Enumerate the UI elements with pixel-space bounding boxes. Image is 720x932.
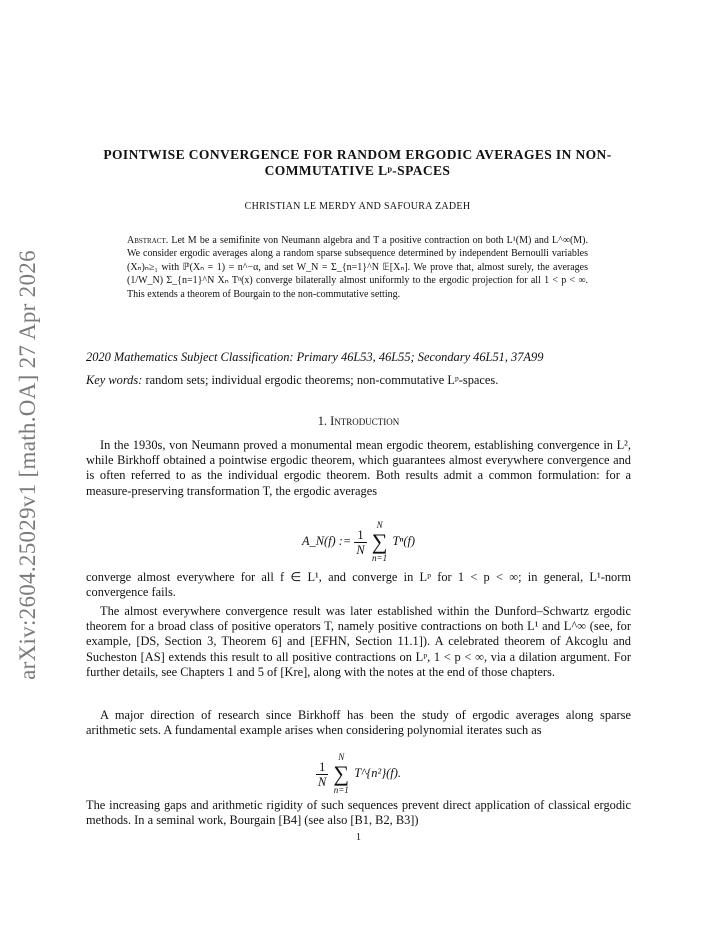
- page-number: 1: [356, 832, 361, 843]
- summation-lower: n=1: [372, 553, 388, 563]
- summation-upper: N: [376, 520, 383, 530]
- paper-authors: CHRISTIAN LE MERDY AND SAFOURA ZADEH: [244, 201, 471, 212]
- abstract-label: Abstract.: [127, 235, 169, 246]
- abstract: [127, 234, 588, 301]
- keywords: [86, 373, 631, 388]
- fraction: [316, 760, 328, 789]
- equation-lhs: A_N(f) :=: [301, 533, 355, 548]
- keywords-label: Key words:: [86, 373, 143, 387]
- equation-ergodic-average: [86, 520, 631, 564]
- keywords-text: random sets; individual ergodic theorems; non-commutative Lᵖ-spaces.: [145, 373, 499, 387]
- paragraph-1: In the 1930s, von Neumann proved a monumental mean ergodic theorem, establishing convergence in L², while Birkhoff obtained a pointwise ergodic theorem, which guarantees almost everywhere convergence and is often referred to as the individual ergodic theorem. Both results admit a common formulation: for a measure-preserving transformation T, the ergodic averages: [86, 438, 631, 498]
- fraction-numerator: 1: [316, 760, 328, 775]
- msc-classification: 2020 Mathematics Subject Classification: Primary 46L53, 46L55; Secondary 46L51, 37A99: [86, 350, 544, 364]
- arxiv-identifier: arXiv:2604.25029v1 [math.OA] 27 Apr 2026: [15, 250, 41, 680]
- summation-sign: ∑: [333, 761, 350, 786]
- paragraph-4: A major direction of research since Birkhoff has been the study of ergodic averages along sparse arithmetic sets. A fundamental example arises when considering polynomial iterates such as: [86, 708, 631, 738]
- paragraph-3: The almost everywhere convergence result was later established within the Dunford–Schwartz ergodic theorem for a broad class of positive operators T, namely positive contractions on both L¹ and L^∞ (see, for example, [DS, Section 3, Theorem 6] and [EFHN, Section 11.1]). A celebrated theorem of Akcoglu and Sucheston [AS] extends this result to all positive contractions on Lᵖ, 1 < p < ∞, via a dilation argument. For further details, see Chapters 1 and 5 of [Kre], along with the notes at the end of those chapters.: [86, 604, 631, 679]
- fraction-numerator: 1: [354, 528, 366, 543]
- paragraph-5: The increasing gaps and arithmetic rigidity of such sequences prevent direct application of classical ergodic methods. In a seminal work, Bourgain [B4] (see also [B1, B2, B3]): [86, 798, 631, 828]
- fraction-denominator: N: [318, 774, 327, 789]
- section-heading: 1. Introduction: [317, 414, 400, 428]
- paragraph-2: converge almost everywhere for all f ∈ L¹, and converge in Lᵖ for 1 < p < ∞; in general, L¹-norm convergence fails.: [86, 570, 631, 600]
- arxiv-identifier-stamp: [8, 245, 48, 685]
- equation-rhs: T^{n²}(f).: [354, 765, 401, 780]
- paper-title: POINTWISE CONVERGENCE FOR RANDOM ERGODIC AVERAGES IN NON-COMMUTATIVE Lᵖ-SPACES: [103, 147, 612, 178]
- summation-upper: N: [338, 752, 345, 762]
- fraction-denominator: N: [356, 542, 365, 557]
- summation: [333, 752, 349, 796]
- summation-sign: ∑: [371, 529, 388, 554]
- summation-lower: n=1: [333, 785, 349, 795]
- equation-polynomial-average: [86, 752, 631, 796]
- abstract-text: Let M be a semifinite von Neumann algebra and T a positive contraction on both L¹(M) and L^∞(M). We consider ergodic averages along a random sparse subsequence determined by independent Bernoulli variables (Xₙ)ₙ≥₁ with ℙ(Xₙ = 1) = n^−α, and set W_N = Σ_{n=1}^N 𝔼[Xₙ]. We prove that, almost surely, the averages (1/W_N) Σ_{n=1}^N Xₙ Tⁿ(x) converge bilaterally almost uniformly to the ergodic projection for all 1 < p < ∞. This extends a theorem of Bourgain to the non-commutative setting.: [127, 235, 588, 300]
- summation: [372, 520, 388, 564]
- equation-rhs: Tⁿ(f): [392, 533, 416, 548]
- fraction: [354, 528, 366, 557]
